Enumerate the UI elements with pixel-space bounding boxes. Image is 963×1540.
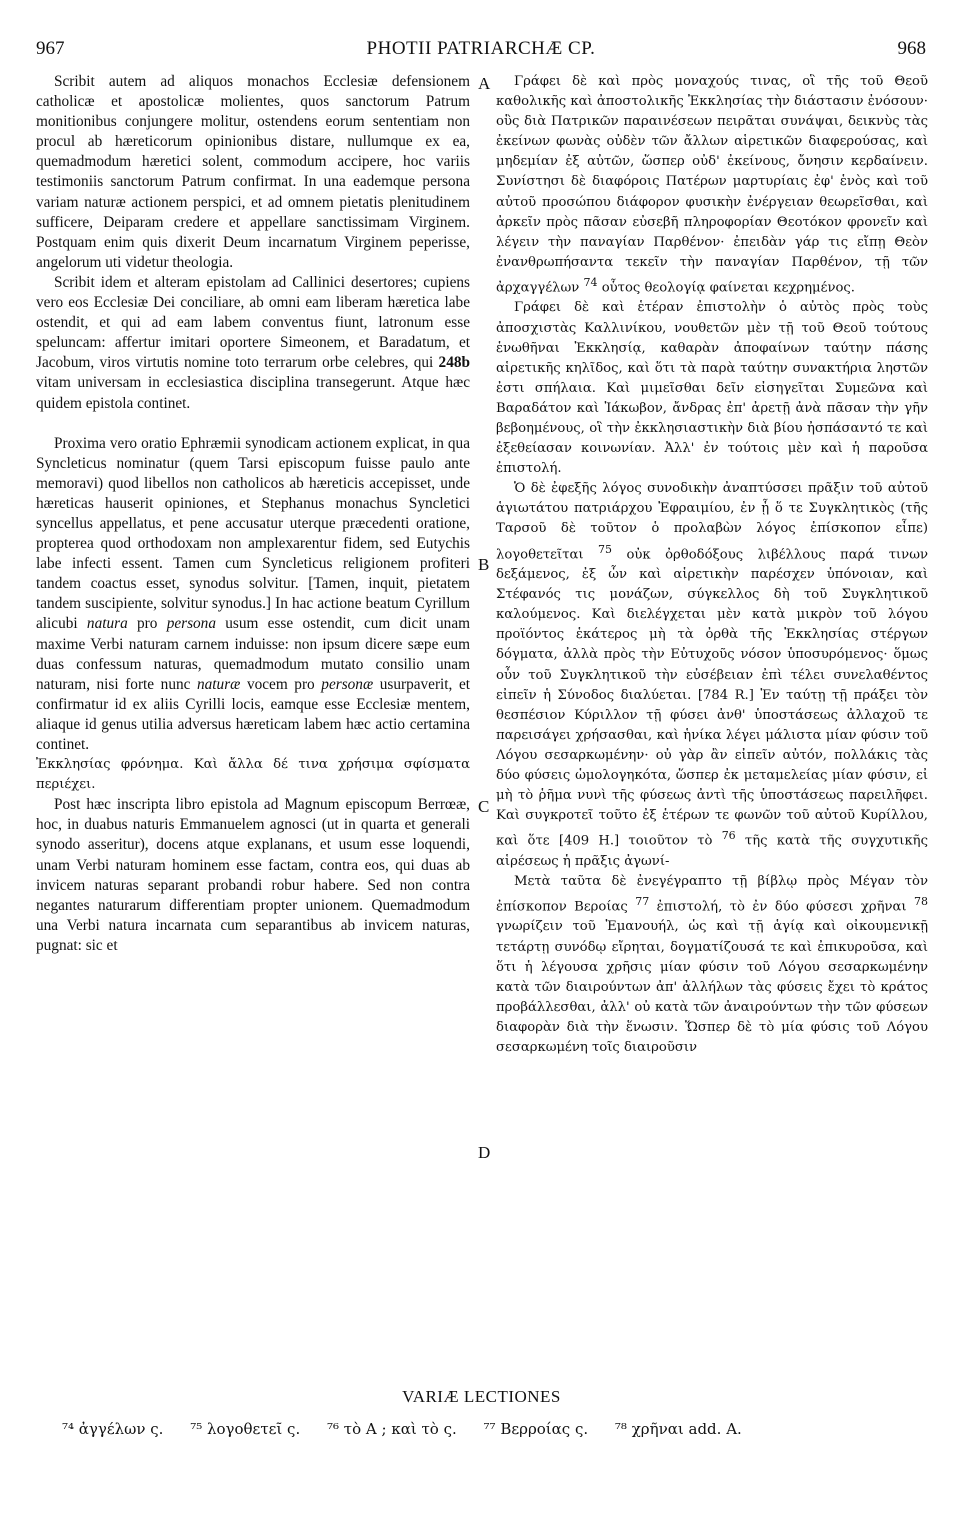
- section-marker-b: B: [478, 555, 490, 574]
- variant-reading: ⁷⁴ ἀγγέλων ς.: [62, 1420, 164, 1438]
- section-marker-c: C: [478, 797, 490, 816]
- variant-reading: ⁷⁵ λογοθετεῖ ς.: [190, 1420, 301, 1438]
- greek-p3-text-c: τῆς κατὰ τῆς συγχυτικῆς αἱρέσεως ἡ πρᾶξις ἀγωνί-: [496, 833, 928, 869]
- greek-p1-text: Γράφει δὲ καὶ πρὸς μοναχούς τινας, οἳ τῆς τοῦ Θεοῦ καθολικῆς καὶ ἀποστολικῆς Ἐκκλησίας τὴν διάστασιν ἐνόσουν· οὓς διὰ Πατρικῶν παραινέσεων πειρᾶται συνάψαι, δεικνὺς τὰς ἐκείνων φωνὰς οὐδὲν τῶν ἄλλων αἱρετικῶν διαφερούσας, καὶ μηδεμίαν ἐξ αὐτῶν, ὥσπερ οὐδ' ἐκείνους, ὄνησιν κερδαίνειν. Συνίστησι δὲ διαφόροις Πατέρων μαρτυρίαις ἐφ' ἑνὸς καὶ τοῦ αὐτοῦ προσώπου διάφορον φυσικὴν ἐνέργειαν θεωρεῖσθαι, καὶ ἀρκεῖν πρὸς πᾶσαν εὐσεβῆ πληροφορίαν Θεοτόκον φρονεῖν καὶ λέγειν τὴν παναγίαν Παρθένον· ἐπειδὰν γάρ τις εἴπῃ Θεὸν ἐνανθρωπήσαντα τεκεῖν τὴν παναγίαν Παρθένον, τῇ τῶν ἀρχαγγέλων: [496, 74, 928, 296]
- greek-p4-text-c: γνωρίζειν τοῦ Ἐμανουήλ, ὡς καὶ τῇ ἁγίᾳ καὶ οἰκουμενικῇ τετάρτῃ συνόδῳ εἴρηται, δογματίζουσά τε καὶ ἐπικυροῦσα, καὶ ὅτι ἡ λέγουσα χρῆσις μίαν φύσιν τοῦ Λόγου σεσαρκωμένην κατὰ τῶν διαιρούντων ἀπ' ἀλλήλων τὰς φύσεις ἔχει τὸ κράτος προβάλλεσθαι, ἀλλ' οὐ κατὰ τῶν ἀναιρούντων τὴν τῶν φύσεων διαφορὰν διὰ τὴν ἕνωσιν. Ὥσπερ δὲ τὸ μία φύσις τοῦ Λόγου σεσαρκωμένη τοῖς διαιροῦσιν: [496, 919, 928, 1055]
- footnote-ref-78: 78: [914, 894, 928, 908]
- latin-folio-number: 248b: [438, 354, 470, 372]
- greek-p3-text-a: Ὁ δὲ ἐφεξῆς λόγος συνοδικὴν ἀναπτύσσει πρᾶξιν τοῦ αὐτοῦ ἁγιωτάτου πατριάρχου Ἐφραιμίου, ἐν ᾗ ὅ τε Συγκλητικὸς (τῆς Ταρσοῦ δὲ τοῦτον ὁ προλαβὼν λόγος ἐπίσκοπον εἶπε) λογοθετεῖται: [496, 481, 928, 562]
- variant-reading: ⁷⁸ χρῆναι add. A.: [614, 1420, 742, 1438]
- page-header: [36, 38, 926, 64]
- latin-p3-text-c: vocem pro: [246, 675, 315, 693]
- greek-p4-text-a: Μετὰ ταῦτα δὲ ἐνεγέγραπτο τῇ βίβλῳ πρὸς Μέγαν τὸν ἐπίσκοπον Βεροίας: [496, 873, 928, 915]
- variant-reading: ⁷⁷ Βερροίας ς.: [483, 1420, 589, 1438]
- greek-p1-end: οὗτος θεολογίᾳ φαίνεται κεχρημένος.: [601, 280, 855, 296]
- greek-paragraph-1: [496, 72, 928, 298]
- latin-greek-tail: Ἐκκλησίας φρόνημα. Καὶ ἄλλα δέ τινα χρήσιμα σφίσματα περιέχει.: [36, 757, 470, 793]
- variae-lectiones-title: VARIÆ LECTIONES: [402, 1387, 561, 1406]
- latin-p3-naturae: naturæ: [197, 675, 241, 693]
- latin-paragraph-4: Post hæc inscripta libro epistola ad Magnum episcopum Berrœæ, hoc, in duabus naturis Emmanuelem agnosci (ut in quarta et generali synodo asseritur), docens atque explanans, et usum esse loquendi, unam Verbi naturam hominem esse factam, contra eos, qui duas ab invicem naturas separant probandi robur habere. Sed non contra negantes naturarum differentiam propter unionem. Quemadmodum una Verbi natura incarnata cum separantibus ab invicem naturas, pugnat: sic et: [36, 796, 470, 954]
- paragraph-gap: [36, 414, 470, 434]
- greek-p3-text-b: οὐκ ὀρθοδόξους λιβέλλους παρά τινων δεξάμενος, ἐξ ὧν καὶ αἱρετικὴν παρέσχεν ὑπόνοιαν, καὶ Στέφανός τις μονάζων, σύγκελλος δὴ τοῦ Συγκλητικοῦ καλούμενος. Καὶ διελέγχεται μὲν κατὰ μικρὸν τοῦ λόγου προϊόντος ἑκάτερος μὴ τὰ ὀρθὰ τῆς Ἐκκλησίας στέργων δόγματα, ἀλλὰ πρὸς τὴν Εὐτυχοῦς νόσον ὑποσυρόμενος· ὅμως οὖν τοῦ Συγκλητικοῦ τὴν εὐσέβειαν ἐπὶ τέλει συνελαθέντος εἰπεῖν ἡ Σύνοδος διαλύεται. [784 R.] Ἐν ταύτῃ τῇ πράξει τὸν θεσπέσιον Κύριλλον τῇ φύσει ἀνθ' ὑποστάσεως ἀλλαχοῦ τε παρεισάγει χρήσασθαι, καὶ ἡνίκα λέγει μάλιστα μίαν φύσιν τοῦ Λόγου σεσαρκωμένην· οὐ γὰρ ἂν εἰπεῖν αὐτόν, πολλάκις τὰς δύο φύσεις ὡμολογηκότα, ὥσπερ ἐκ μεταμελείας μίαν φύσιν, εἰ μὴ τὸ ῥῆμα νυνὶ τῆς φύσεως ἀντὶ τῆς ὑποστάσεως παρειλῆφει. Καὶ συγκροτεῖ τοῦτο ἐξ ἑτέρων τε φωνῶν τοῦ αὐτοῦ Κυρίλλου, καὶ ὅτε [409 H.] τοιοῦτον τὸ: [496, 546, 928, 849]
- latin-p3-text-d: usurpaverit, et confirmatur id ex aliis Cyrilli locis, eamque esse Ecclesiæ mentem, aliaque id genus utilia adversus hæreticam labem hæc actio certamina continet.: [36, 675, 470, 753]
- footnote-ref-74: 74: [583, 275, 598, 289]
- section-marker-a: A: [478, 74, 491, 93]
- footnote-ref-75: 75: [598, 542, 612, 556]
- latin-p3-personae: personæ: [321, 675, 374, 693]
- latin-p3-text-a: Proxima vero oratio Ephræmii synodicam actionem explicat, in qua Syncleticus nominatur (quem Tarsi episcopum fuisse paulo ante memoravi) quod libellos non catholicos ab hæreticis accepisset, unde hæreticas hauserit opiniones, et Stephanus monachus Syncletici syncellus appellatus, et pene accusatur uterque præcedenti oratione, propterea quod orthodoxam non amplexarentur fidem, sed Eutychis labe infecti essent. Tamen cum Syncleticus religionem profiteri tandem coactus esset, synodus solvitur. [Tamen, inquit, pietatem tandem suscipiente, solvitur synodus.] In hac actione beatum Cyrillum alicubi: [36, 434, 470, 633]
- latin-p3-natura: natura: [86, 615, 128, 633]
- running-title: PHOTII PATRIARCHÆ CP.: [366, 38, 596, 59]
- latin-p3-pro: pro: [137, 615, 158, 633]
- section-marker-d: D: [478, 1143, 491, 1162]
- footnote-ref-77: 77: [635, 894, 650, 908]
- greek-p4-text-b: ἐπιστολή, τὸ ἐν δύο φύσεσι χρῆναι: [656, 899, 907, 915]
- variae-lectiones-list: [62, 1420, 922, 1438]
- latin-column: [36, 72, 470, 956]
- latin-paragraph-3: [36, 434, 470, 756]
- page-number-left: 967: [36, 38, 65, 59]
- greek-column: [496, 72, 928, 1058]
- greek-paragraph-3: [496, 479, 928, 872]
- latin-p3-persona: persona: [166, 615, 216, 633]
- variant-reading: ⁷⁶ τὸ A ; καὶ τὸ ς.: [327, 1420, 457, 1438]
- latin-paragraph-1: Scribit autem ad aliquos monachos Ecclesiæ defensionem catholicæ et apostolicæ molientes, quos sanctorum Patrum monitionibus conjungere molitur, ostendens eorum sententiam non procul ab hæreticorum opinionibus distare, nullumque ex ea, quemadmodum hæretici solent, commodum accipere, hoc variis testimoniis sanctorum Patrum confirmat. In una eademque persona variam naturæ actionem perspici, et ad omnem pietatis plenitudinem sufficere, Deiparam credere et appellare sanctissimam Virginem. Postquam enim quis dixerit Deum incarnatum Virginem peperisse, angelorum uti videtur theologia.: [36, 73, 470, 271]
- page-number-right: 968: [897, 38, 926, 59]
- greek-paragraph-2: Γράφει δὲ καὶ ἑτέραν ἐπιστολὴν ὁ αὐτὸς πρὸς τοὺς ἀποσχιστὰς Καλλινίκου, νουθετῶν μὲν τῇ τοῦ Θεοῦ τούτους ἑνωθῆναι Ἐκκλησίᾳ, καθαρὰν ἀποφαίνων ταύτην πάσης αἱρετικῆς κηλῖδος, καὶ ὅτι τὰ παρὰ ταύτην συνακτήρια ληστῶν ἐστι σπήλαια. Καὶ μιμεῖσθαι δεῖν εἰσηγεῖται Συμεῶνα καὶ Βαραδάτον καὶ Ἰάκωβον, ἄνδρας ἐπ' ἀρετῇ ἀνὰ πᾶσαν τὴν γῆν βεβοημένους, οἳ τὴν ἐκκλησιαστικὴν διὰ βίου ἠσπάσαντό τε καὶ ἐξεθείασαν κοινωνίαν. Ἀλλ' ἐν τούτοις μὲν καὶ ἡ παροῦσα ἐπιστολή.: [496, 300, 928, 477]
- latin-paragraph-2: [36, 273, 470, 414]
- latin-p2-text-b: vitam universam in ecclesiastica disciplina transegerunt. Atque hæc quidem epistola continet.: [36, 374, 470, 412]
- latin-p3-text-b: usum esse ostendit, cum dicit unam maxime Verbi naturam carnem induisse: non ipsum dicere sæpe eum duas confessum naturas, quemadmodum mutato consilio unam naturam, nisi forte nunc: [36, 615, 471, 693]
- footnote-ref-76: 76: [721, 829, 736, 843]
- latin-p2-text-a: Scribit idem et alteram epistolam ad Callinici desertores; cupiens vero eos Ecclesiæ Dei conciliare, ab omni eam liberam hæretica labe ostendit, et qui ad eam labem conventus fiunt, latronum esse speluncam: affertur imitari oportere Simeonem, et Baradatum, et Jacobum, viros virtutis nomine toto terrarum orbe celebres, qui: [36, 273, 470, 372]
- greek-paragraph-4: [496, 872, 928, 1058]
